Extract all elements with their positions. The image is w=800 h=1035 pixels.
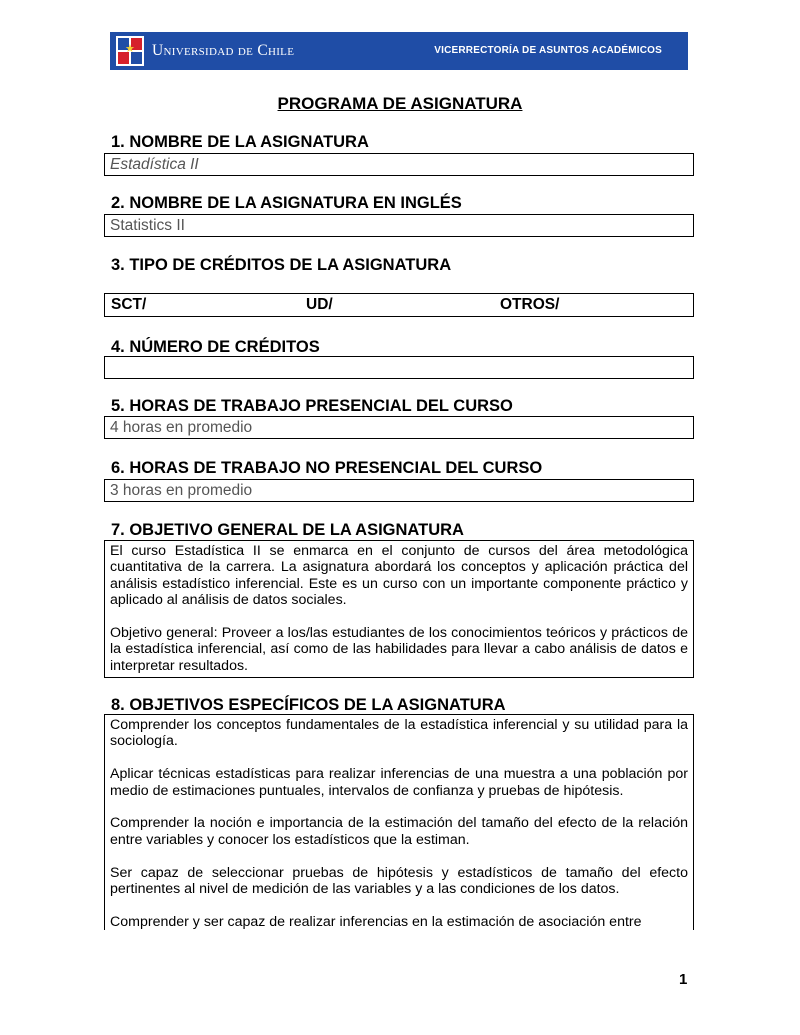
university-name: Universidad de Chile (152, 42, 295, 59)
section-6-title: 6. HORAS DE TRABAJO NO PRESENCIAL DEL CURSO (111, 459, 543, 477)
otros-label: OTROS/ (500, 296, 560, 313)
specific-objective-item: Aplicar técnicas estadísticas para realizar inferencias de una muestra a una población por medio de estimaciones puntuales, intervalos de confianza y pruebas de hipótesis. (110, 766, 688, 799)
course-name-field: Estadística II (104, 153, 694, 176)
header-banner (110, 32, 688, 70)
page-number: 1 (679, 971, 688, 988)
section-7-title: 7. OBJETIVO GENERAL DE LA ASIGNATURA (111, 521, 464, 539)
section-1-title: 1. NOMBRE DE LA ASIGNATURA (111, 133, 369, 151)
specific-objective-item: Comprender y ser capaz de realizar inferencias en la estimación de asociación entre (110, 913, 642, 930)
general-objective-intro: El curso Estadística II se enmarca en el conjunto de cursos del área metodológica cuantitativa de la carrera. La asignatura abordará los conceptos y aplicación práctica del análisis estadístico inferencial. Este es un curso con un importante componente práctico y aplicado al análisis de datos sociales. (110, 543, 688, 609)
section-4-title: 4. NÚMERO DE CRÉDITOS (111, 338, 320, 356)
ud-label: UD/ (306, 296, 333, 313)
credit-type-row (104, 293, 694, 317)
general-objective-box (104, 540, 694, 678)
general-objective-text: Objetivo general: Proveer a los/las estudiantes de los conocimientos teóricos y prácticos de la estadística inferencial, así como de las habilidades para llevar a cabo análisis de datos e interpretar resultados. (110, 625, 688, 674)
specific-objective-item: Ser capaz de seleccionar pruebas de hipótesis y estadísticos de tamaño del efecto pertinentes al nivel de medición de las variables y a las condiciones de los datos. (110, 864, 688, 898)
credits-number-field (104, 356, 694, 379)
non-presential-hours-field: 3 horas en promedio (104, 479, 694, 502)
presential-hours-field: 4 horas en promedio (104, 416, 694, 439)
sct-label: SCT/ (111, 296, 147, 313)
specific-objective-item: Comprender los conceptos fundamentales de la estadística inferencial y su utilidad para la sociología. (110, 717, 688, 750)
course-name-english-field: Statistics II (104, 214, 694, 237)
section-8-title: 8. OBJETIVOS ESPECÍFICOS DE LA ASIGNATURA (111, 696, 506, 714)
specific-objectives-box (104, 714, 694, 930)
vicerrectoria-label: VICERRECTORÍA DE ASUNTOS ACADÉMICOS (434, 45, 662, 56)
section-5-title: 5. HORAS DE TRABAJO PRESENCIAL DEL CURSO (111, 397, 513, 415)
page-title: PROGRAMA DE ASIGNATURA (277, 94, 523, 113)
specific-objective-item: Comprender la noción e importancia de la estimación del tamaño del efecto de la relación entre variables y conocer los estadísticos que la estiman. (110, 815, 688, 848)
section-3-title: 3. TIPO DE CRÉDITOS DE LA ASIGNATURA (111, 256, 452, 274)
section-2-title: 2. NOMBRE DE LA ASIGNATURA EN INGLÉS (111, 194, 462, 212)
university-crest-icon: ★ (116, 36, 144, 66)
